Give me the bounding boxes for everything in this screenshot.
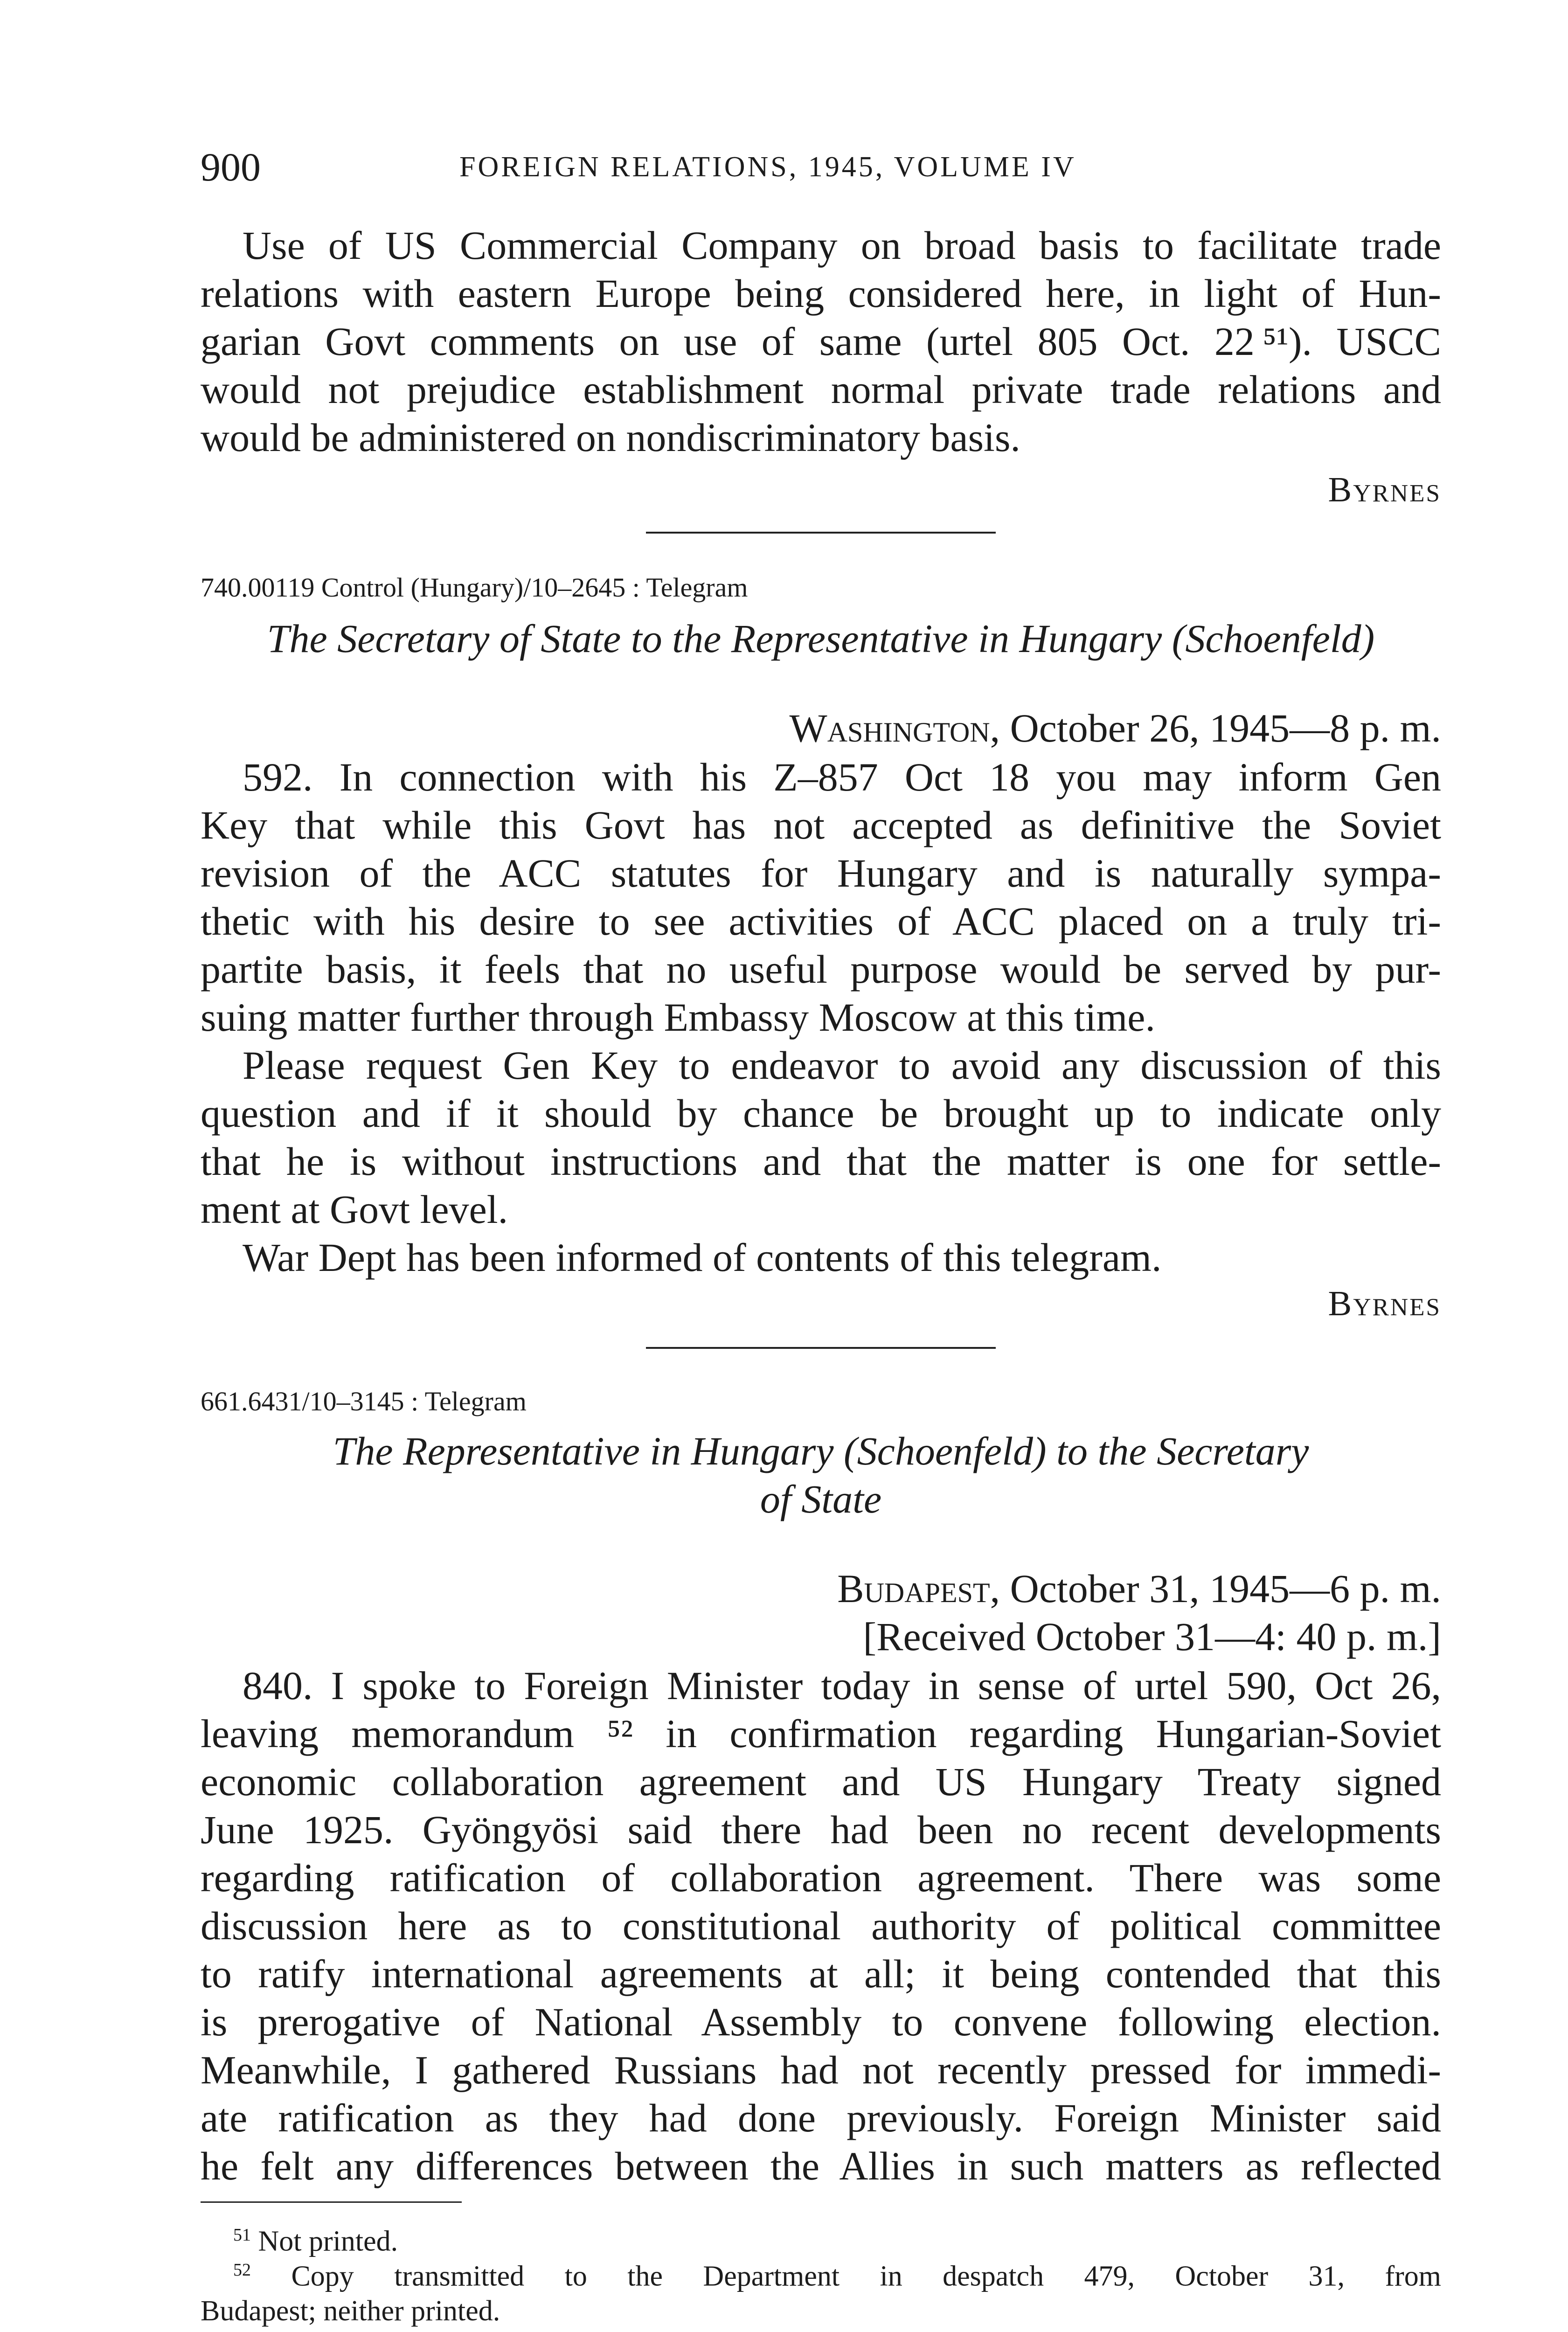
footnote-text: Not printed. — [258, 2225, 398, 2257]
doc3-dateline — [700, 1565, 1441, 1613]
doc3-line: ate ratification as they had done previously. Foreign Minister said — [201, 2096, 1441, 2140]
doc1-line: would be administered on nondiscriminatory basis. — [201, 415, 1020, 460]
doc3-heading-line-2: of State — [760, 1477, 882, 1521]
doc2-line: question and if it should by chance be brought up to indicate only — [201, 1091, 1441, 1136]
footnote-marker: 52 — [233, 2260, 251, 2280]
doc1-line: relations with eastern Europe being considered here, in light of Hun- — [201, 271, 1441, 316]
doc3-line: to ratify international agreements at all; it being contended that this — [201, 1951, 1441, 1996]
doc2-file-reference: 740.00119 Control (Hungary)/10–2645 : Telegram — [201, 572, 748, 603]
doc3-line: Meanwhile, I gathered Russians had not recently pressed for immedi- — [201, 2047, 1441, 2092]
doc2-paragraph-3 — [201, 1234, 1441, 1282]
doc2-line: revision of the ACC statutes for Hungary and is naturally sympa- — [201, 851, 1441, 895]
doc2-dateline — [700, 704, 1441, 752]
doc1-line: would not prejudice establishment normal private trade relations and — [201, 367, 1441, 412]
doc1-line: Use of US Commercial Company on broad basis to facilitate trade — [243, 223, 1441, 268]
doc1-signature: Byrnes — [1328, 470, 1441, 509]
footnote-marker: 51 — [233, 2225, 251, 2245]
footnote-line: Budapest; neither printed. — [201, 2295, 500, 2327]
doc3-received-line: [Received October 31—4: 40 p. m.] — [863, 1614, 1441, 1659]
doc1-paragraph — [201, 222, 1441, 462]
running-title: FOREIGN RELATIONS, 1945, VOLUME IV — [459, 151, 1076, 183]
doc2-line: War Dept has been informed of contents of this telegram. — [243, 1235, 1162, 1280]
doc2-line: thetic with his desire to see activities of ACC placed on a truly tri- — [201, 899, 1441, 944]
doc3-paragraph-1 — [201, 1662, 1441, 2190]
doc3-heading-line-1: The Representative in Hungary (Schoenfeld) to the Secretary — [333, 1429, 1309, 1473]
doc2-signature: Byrnes — [1328, 1284, 1441, 1323]
footnote-divider — [201, 2201, 462, 2203]
doc3-dateline-date: October 31, 1945—6 p. m. — [1010, 1566, 1441, 1611]
doc3-line: June 1925. Gyöngyösi said there had been no recent developments — [201, 1807, 1441, 1852]
section-divider — [646, 532, 996, 534]
doc2-line: Please request Gen Key to endeavor to avoid any discussion of this — [243, 1043, 1441, 1088]
footnote-text: Copy transmitted to the Department in despatch 479, October 31, from — [291, 2260, 1441, 2292]
doc3-file-reference: 661.6431/10–3145 : Telegram — [201, 1386, 527, 1416]
doc2-paragraph-2 — [201, 1041, 1441, 1234]
doc3-line: discussion here as to constitutional authority of political committee — [201, 1903, 1441, 1948]
doc1-line: garian Govt comments on use of same (urtel 805 Oct. 22 ⁵¹). USCC — [201, 319, 1441, 364]
doc2-line: partite basis, it feels that no useful purpose would be served by pur- — [201, 947, 1441, 992]
section-divider — [646, 1347, 996, 1349]
doc2-line: suing matter further through Embassy Moscow at this time. — [201, 995, 1155, 1040]
doc2-line: ment at Govt level. — [201, 1187, 508, 1232]
doc3-line: is prerogative of National Assembly to convene following election. — [201, 1999, 1441, 2044]
doc3-line: 840. I spoke to Foreign Minister today in sense of urtel 590, Oct 26, — [243, 1663, 1441, 1708]
doc2-dateline-place: Washington, — [789, 706, 1000, 750]
doc2-line: that he is without instructions and that the matter is one for settle- — [201, 1139, 1441, 1184]
doc2-line: Key that while this Govt has not accepted as definitive the Soviet — [201, 803, 1441, 847]
doc3-line: regarding ratification of collaboration agreement. There was some — [201, 1855, 1441, 1900]
doc2-paragraph-1 — [201, 753, 1441, 1041]
doc3-line: economic collaboration agreement and US Hungary Treaty signed — [201, 1759, 1441, 1804]
footnote-52 — [201, 2253, 1441, 2328]
doc2-dateline-date: October 26, 1945—8 p. m. — [1010, 706, 1441, 750]
footnote-line — [201, 2253, 1441, 2294]
doc2-line: 592. In connection with his Z–857 Oct 18 you may inform Gen — [243, 755, 1441, 799]
page-number: 900 — [201, 145, 261, 189]
doc3-line: he felt any differences between the Allies in such matters as reflected — [201, 2144, 1441, 2188]
doc3-line: leaving memorandum ⁵² in confirmation regarding Hungarian-Soviet — [201, 1711, 1441, 1756]
doc2-heading: The Secretary of State to the Representative in Hungary (Schoenfeld) — [267, 616, 1375, 661]
doc3-dateline-place: Budapest, — [837, 1566, 1000, 1611]
